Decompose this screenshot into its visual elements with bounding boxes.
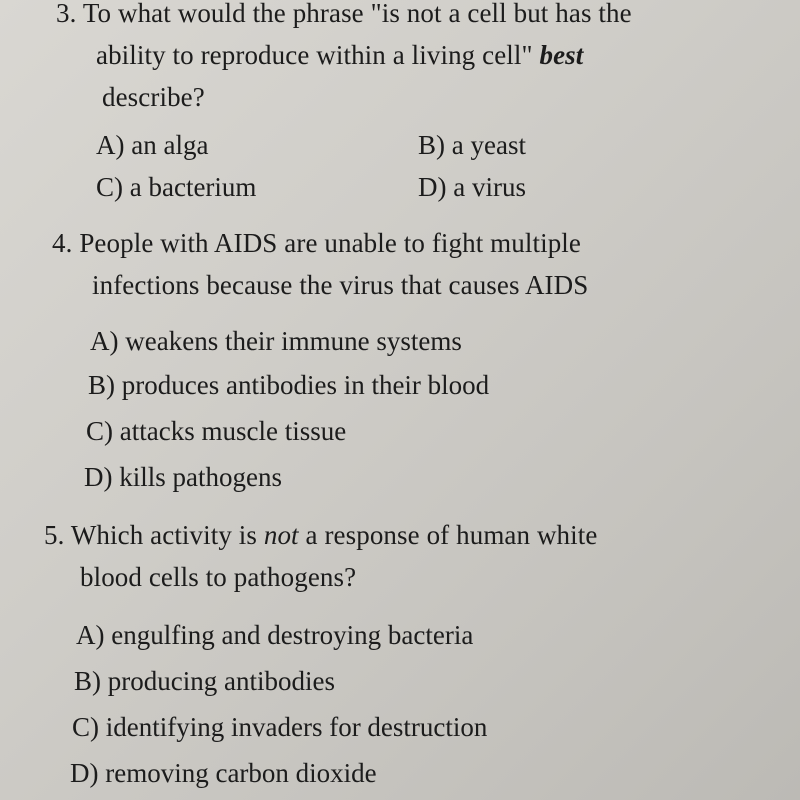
question-stem-line: blood cells to pathogens? [80,562,357,592]
choice-4d: D) kills pathogens [84,462,282,492]
choice-3c: C) a bacterium [96,172,257,202]
question-number: 3. [56,0,77,28]
question-number: 5. [44,520,65,550]
choice-5a: A) engulfing and destroying bacteria [76,620,474,650]
question-stem-line: To what would the phrase "is not a cell but has the [82,0,632,28]
choice-4b: B) produces antibodies in their blood [88,370,490,400]
question-stem-line: ability to reproduce within a living cell" [96,40,533,70]
question-stem-line: describe? [102,82,205,112]
question-stem-line: People with AIDS are unable to fight multiple [79,228,581,258]
emphasis-word: not [263,520,299,550]
question-number: 4. [52,228,73,258]
question-stem-part: a response of human white [305,520,598,550]
choice-5b: B) producing antibodies [74,666,335,696]
choice-4a: A) weakens their immune systems [90,326,462,356]
question-stem-part: Which activity is [70,520,257,550]
choice-5d: D) removing carbon dioxide [70,758,377,788]
emphasis-word: best [539,40,584,70]
choice-4c: C) attacks muscle tissue [86,416,347,446]
choice-3a: A) an alga [96,130,209,160]
question-4 [52,222,588,306]
question-3 [56,0,632,118]
choice-3b: B) a yeast [418,130,526,160]
question-5 [44,514,597,598]
choice-3d: D) a virus [418,172,526,202]
choice-5c: C) identifying invaders for destruction [72,712,488,742]
question-stem-line: infections because the virus that causes AIDS [92,270,589,300]
